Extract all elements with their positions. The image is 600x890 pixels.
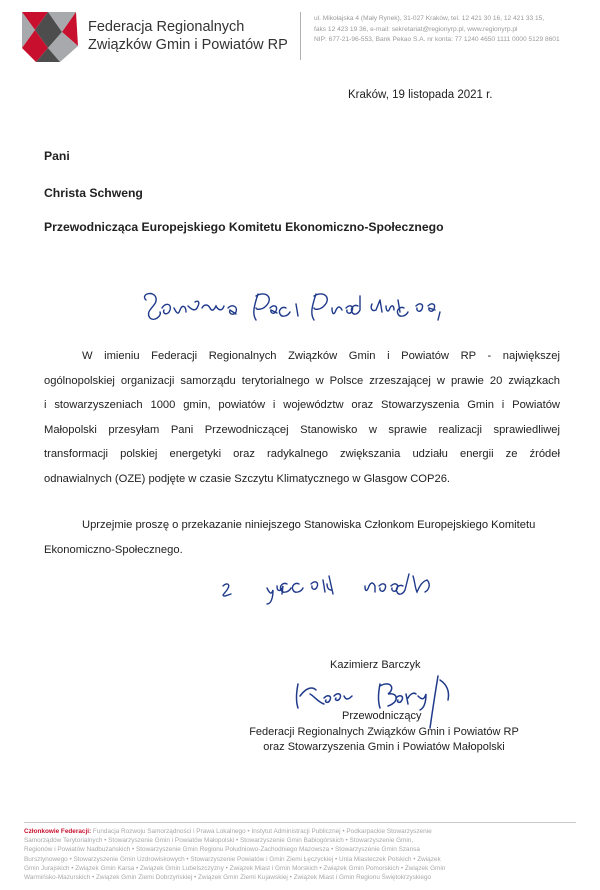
contact-line1: ul. Mikołajska 4 (Mały Rynek), 31-027 Kraków, tel. 12 421 30 16, 12 421 33 15,: [314, 15, 545, 22]
members-line: Gmin Jurajskich • Związek Gmin Karsa • Związek Gmin Lubelszczyzny • Związek Miast i Gmin Morskich • Związek Gmin Pomorskich • Związek Gmin: [24, 864, 446, 872]
members-line: Warmińsko-Mazurskich • Związek Gmin Ziemi Dobrzyńskiej • Związek Gmin Ziemi Kujawskiej • Związek Miast i Gmin Regionu Świętokrzyskiego: [24, 874, 432, 882]
members-line: Bursztynowego • Stowarzyszenie Gmin Uzdrowiskowych • Stowarzyszenie Powiatów i Gmin Ziemi Łęczyckiej • Unia Miasteczek Polskich • Związek: [24, 855, 441, 863]
signer-name: Kazimierz Barczyk: [330, 659, 421, 671]
paragraph-2-line: Ekonomiczno-Społecznego.: [44, 543, 183, 556]
letterhead: [0, 0, 600, 70]
members-line: Samorządów Terytorialnych • Stowarzyszenie Gmin i Powiatów Małopolski • Stowarzyszenie Gmin Babiogórskich • Stowarzyszenie Gmin,: [24, 837, 414, 845]
org-name-line2: Związków Gmin i Powiatów RP: [88, 37, 288, 53]
handwritten-greeting: [140, 286, 460, 326]
members-label: Członkowie Federacji:: [24, 828, 92, 835]
paragraph-1-line: i stowarzyszeniach 1000 gmin, powiatów i województw oraz Stowarzyszenia Gmin i Powiatów: [44, 399, 560, 411]
body-paragraph-1: [44, 344, 560, 491]
members-line: Regionów i Powiatów Nadbużańskich • Stowarzyszenie Gmin Regionu Południowo-Zachodniego Mazowsza • Stowarzyszenie Gmin Szansa: [24, 846, 420, 854]
paragraph-1-line: Małopolski przesyłam Pani Przewodniczącej Stanowisko w sprawie realizacji sprawiedliwej: [44, 423, 560, 436]
footer-divider: [24, 822, 576, 823]
recipient-name: Christa Schweng: [44, 186, 143, 200]
recipient-title: Przewodnicząca Europejskiego Komitetu Ekonomiczno-Społecznego: [44, 220, 444, 234]
contact-line2: faks 12 423 19 36, e-mail: sekretariat@regionyrp.pl, www.regionyrp.pl: [314, 25, 518, 33]
signer-org-line2: oraz Stowarzyszenia Gmin i Powiatów Małopolski: [263, 740, 505, 753]
paragraph-1-line: W imieniu Federacji Regionalnych Związków Gmin i Powiatów RP - największej: [82, 350, 560, 362]
members-line: [24, 827, 576, 836]
handwritten-closing: [215, 566, 475, 606]
recipient-salutation: Pani: [44, 149, 70, 163]
header-divider: [300, 12, 301, 60]
paragraph-1-line: ogólnopolskiej organizacji samorządu terytorialnego w Polsce zrzeszającej w prawie 20 związkach: [44, 374, 560, 387]
signer-organization: [234, 725, 534, 754]
org-name-line1: Federacja Regionalnych: [88, 19, 245, 35]
body-paragraph-2: [44, 513, 560, 562]
paragraph-1-line: transformacji polskiej energetyki oraz radykalnego zwiększania udziału energii ze źródeł: [44, 448, 560, 460]
paragraph-2-line: Uprzejmie proszę o przekazanie niniejszego Stanowiska Członkom Europejskiego Komitetu: [82, 519, 536, 531]
letter-date: Kraków, 19 listopada 2021 r.: [348, 89, 493, 101]
organization-name: [88, 18, 288, 54]
member-organizations: [24, 827, 576, 882]
members-text: Fundacja Rozwoju Samorządności i Prawa Lokalnego • Instytut Administracji Publicznej • Podkarpackie Stowarzyszenie: [92, 828, 432, 835]
paragraph-1-line: odnawialnych (OZE) podjęte w czasie Szczytu Klimatycznego w Glasgow COP26.: [44, 472, 451, 485]
contact-line3: NIP: 677-21-96-553, Bank Pekao S.A. nr konta: 77 1240 4650 1111 0000 5129 8601: [314, 36, 560, 43]
federation-logo: [18, 8, 82, 64]
signer-title: Przewodniczący: [342, 710, 422, 722]
contact-info: [314, 14, 596, 46]
signer-org-line1: Federacji Regionalnych Związków Gmin i Powiatów RP: [249, 726, 519, 738]
